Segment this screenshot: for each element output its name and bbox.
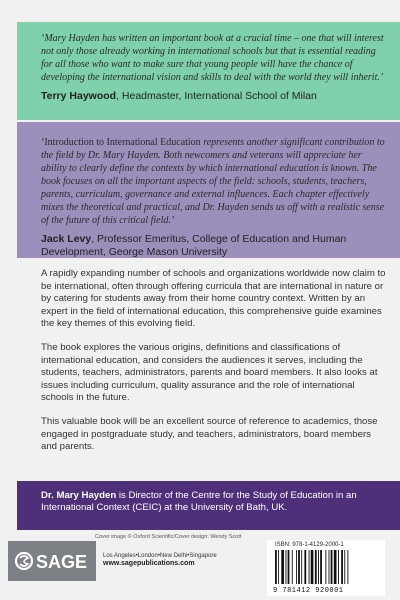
isbn-label: ISBN: 978-1-4129-2000-1: [275, 542, 344, 548]
endorsement-attribution: [41, 233, 388, 259]
endorsement-attribution: [41, 90, 388, 103]
barcode-bar: [347, 550, 348, 584]
barcode-bar: [286, 550, 287, 584]
barcode-bar: [329, 550, 330, 584]
barcode-bar: [288, 550, 290, 584]
barcode-bar: [298, 550, 300, 584]
author-bio: [17, 481, 400, 530]
description-paragraph: A rapidly expanding number of schools and organizations worldwide now claim to be international, often through offering curricula that are international in nature or by catering for students away from their home country context. Written by an expert in the field of international education, this comprehensive guide examines the key themes of this evolving field.: [41, 268, 386, 330]
description-paragraph: This valuable book will be an excellent source of reference to academics, those engaged in postgraduate study, and teachers, administrators, board members and parents.: [41, 415, 378, 453]
endorsement-quote: ‘Mary Hayden has written an important book at a crucial time – one that will interest not only those already working in international schools but that is essential reading for all those who want to make sure that young people will have the chance of developing the international vision and skills to deal with the world they will inherit.’: [41, 33, 384, 83]
author-name: Dr. Mary Hayden: [41, 490, 117, 501]
back-cover: [17, 0, 400, 600]
barcode-bar: [311, 550, 314, 584]
barcode-bar: [331, 550, 333, 584]
logo-wordmark: SAGE: [36, 552, 88, 572]
publisher-url: www.sagepublications.com: [103, 560, 195, 567]
sage-logo: [8, 541, 96, 581]
barcode-bar: [292, 550, 293, 584]
publisher-cities: Los Angeles•London•New Delhi•Singapore: [103, 553, 217, 559]
barcode-bar: [304, 550, 306, 584]
barcode-bar: [318, 550, 319, 584]
barcode-bar: [281, 550, 284, 584]
barcode-bar: [320, 550, 322, 584]
barcode-bar: [334, 550, 337, 584]
barcode-digits: 9 781412 920001: [273, 587, 344, 595]
cover-credit: Cover image © Oxford Scientific/Cover design: Wendy Scott: [95, 534, 242, 540]
endorsement-quote: ‘Introduction to International Education represents another significant contribution to the field by Dr. Mary Hayden. Both newcomers and veterans will appreciate her ability to clearly define the contexts by which international education is known. The book focuses on all the important aspects of the field: schools, students, teachers, parents, curriculum, governance and external influences. Each chapter effectively mixes the theoretical and practical, and Dr. Hayden sends us off with a realistic sense of the future of this critical field.’: [41, 137, 385, 226]
barcode-bar: [275, 550, 277, 584]
barcode-bar: [344, 550, 345, 584]
book-title-inline: Introduction to International Education: [44, 137, 201, 148]
endorser-name: Terry Haywood: [41, 90, 117, 102]
barcode-bar: [338, 550, 339, 584]
publisher-info: [103, 552, 217, 568]
barcode-bar: [278, 550, 279, 584]
barcode-bar: [301, 550, 302, 584]
barcode-bar: [309, 550, 310, 584]
endorsement-levy: [17, 122, 400, 258]
endorser-role: , Headmaster, International School of Milan: [116, 90, 317, 102]
barcode-bar: [296, 550, 297, 584]
book-description: [41, 268, 386, 465]
barcode-bar: [341, 550, 343, 584]
endorser-role: , Professor Emeritus, College of Education and Human Development, George Mason University: [41, 233, 347, 258]
barcode: [273, 550, 377, 588]
barcode-bar: [325, 550, 326, 584]
barcode-bar: [315, 550, 317, 584]
description-paragraph: The book explores the various origins, definitions and classifications of international education, and considers the audiences it serves, including the students, teachers, administrators, parents and board members. It also looks at issues including curriculum, quality assurance and the role of international schools in the future.: [41, 341, 378, 404]
barcode-panel: [267, 540, 385, 596]
endorser-name: Jack Levy: [41, 233, 92, 245]
endorsement-haywood: [17, 22, 400, 120]
author-bio-text: is Director of the Centre for the Study of Education in an International Context (CEIC) at the University of Bath, UK.: [41, 490, 357, 513]
